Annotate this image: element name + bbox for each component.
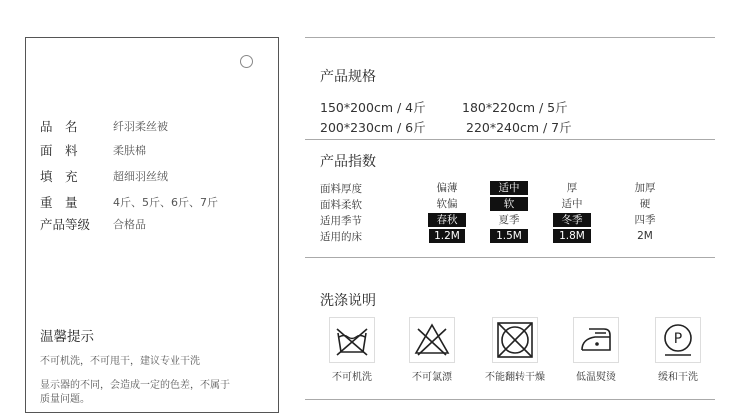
no-bleach-icon [409, 317, 455, 363]
index-option-selected: 1.5M [490, 229, 528, 243]
no-tumble-dry-icon [492, 317, 538, 363]
gentle-dry-clean-icon [655, 317, 701, 363]
field-value-filling: 超细羽丝绒 [113, 170, 168, 183]
index-option-selected: 1.2M [429, 229, 465, 243]
tip-line: 质量问题。 [40, 394, 90, 405]
index-option: 硬 [639, 198, 651, 210]
divider [305, 37, 715, 38]
index-row-label: 适用的床 [320, 231, 362, 243]
index-row-label: 面料厚度 [320, 183, 362, 195]
index-option-selected: 软 [490, 197, 528, 211]
index-option: 软偏 [436, 198, 458, 210]
field-value-weight: 4斤、5斤、6斤、7斤 [113, 196, 218, 209]
field-label-fabric: 面 料 [40, 143, 78, 158]
low-temp-iron-icon [573, 317, 619, 363]
divider [305, 139, 715, 140]
svg-text:P: P [673, 331, 683, 347]
wash-title: 洗涤说明 [320, 293, 376, 309]
no-machine-wash-icon [329, 317, 375, 363]
index-option: 适中 [561, 198, 583, 210]
tip-line: 不可机洗，不可甩干，建议专业干洗 [40, 356, 200, 367]
index-option-selected: 冬季 [553, 213, 591, 227]
spec-item: 200*230cm / 6斤 [320, 120, 426, 135]
specs-title: 产品规格 [320, 69, 376, 85]
index-row-label: 面料柔软 [320, 199, 362, 211]
index-option-selected: 1.8M [553, 229, 591, 243]
index-option: 2M [637, 230, 653, 242]
field-label-grade: 产品等级 [40, 217, 91, 232]
divider [305, 257, 715, 258]
index-title: 产品指数 [320, 154, 376, 170]
divider [305, 399, 715, 400]
wash-caption: 不能翻转干燥 [485, 372, 545, 383]
wash-caption: 缓和干洗 [658, 372, 698, 383]
wash-caption: 低温熨烫 [576, 372, 616, 383]
field-label-filling: 填 充 [40, 169, 78, 184]
field-value-grade: 合格品 [113, 218, 146, 231]
field-label-weight: 重 量 [40, 195, 78, 210]
wash-caption: 不可氯漂 [412, 372, 452, 383]
field-value-name: 纤羽柔丝被 [113, 120, 168, 133]
index-option: 偏薄 [436, 182, 458, 194]
index-option-selected: 春秋 [428, 213, 466, 227]
index-option: 厚 [566, 182, 578, 194]
tip-line: 显示器的不同，会造成一定的色差，不属于 [40, 380, 230, 391]
index-option: 四季 [634, 214, 656, 226]
spec-item: 180*220cm / 5斤 [462, 100, 568, 115]
index-option-selected: 适中 [490, 181, 528, 195]
field-value-fabric: 柔肤棉 [113, 144, 146, 157]
spec-item: 150*200cm / 4斤 [320, 100, 426, 115]
field-label-name: 品 名 [40, 119, 78, 134]
spec-item: 220*240cm / 7斤 [466, 120, 572, 135]
tag-hole-icon [240, 55, 253, 68]
wash-caption: 不可机洗 [332, 372, 372, 383]
index-option: 夏季 [498, 214, 520, 226]
tips-title: 温馨提示 [40, 329, 94, 345]
index-option: 加厚 [634, 182, 656, 194]
index-row-label: 适用季节 [320, 215, 362, 227]
